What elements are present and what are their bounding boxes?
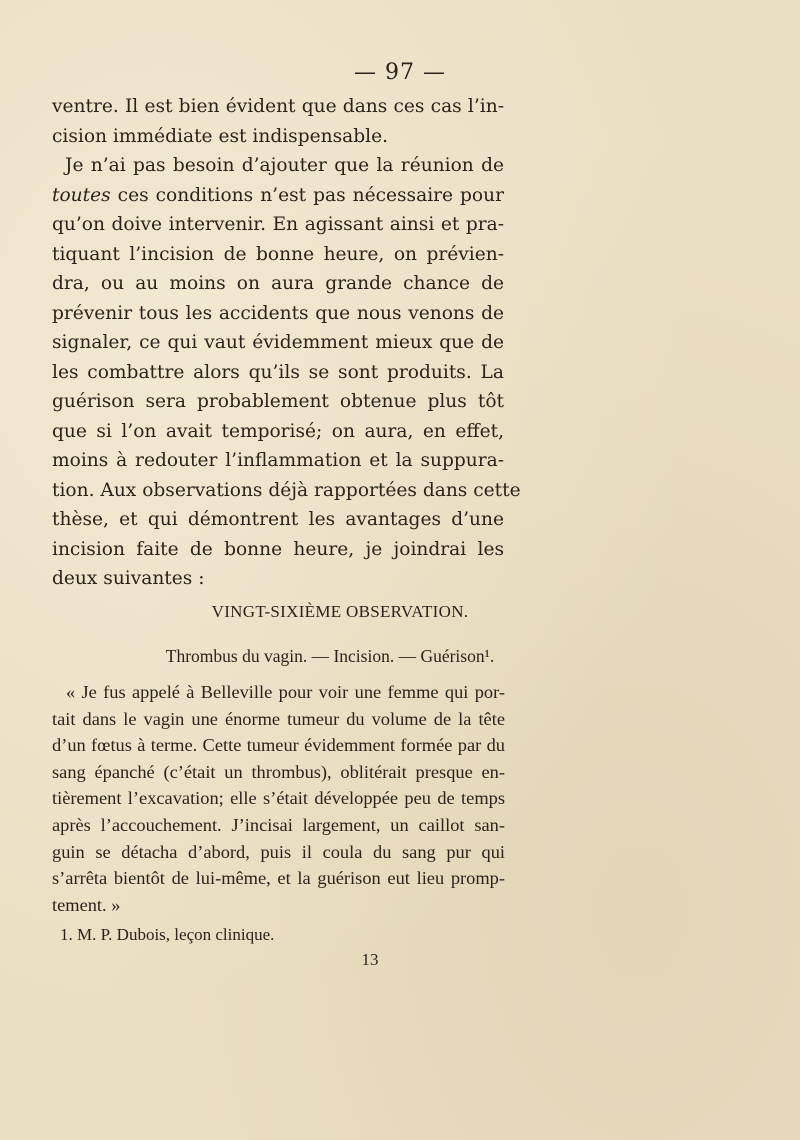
observation-title: VINGT-SIXIÈME OBSERVATION.: [211, 602, 469, 621]
quote-line: s’arrêta bientôt de lui-même, et la guérison eut lieu promp-: [52, 868, 505, 889]
observation-quote: [52, 679, 505, 918]
quote-line: guin se détacha d’abord, puis il coula du sang pur qui: [52, 841, 505, 862]
observation-subtitle: Thrombus du vagin. — Incision. — Guérison¹.: [165, 646, 495, 666]
footnote: 1. M. P. Dubois, leçon clinique.: [60, 925, 275, 944]
text-line: tion. Aux observations déjà rapportées dans cette: [52, 479, 521, 501]
signature-number: 13: [361, 950, 379, 969]
text-line: tiquant l’incision de bonne heure, on prévien-: [52, 243, 504, 265]
quote-line: d’un fœtus à terme. Cette tumeur évidemment formée par du: [52, 735, 505, 756]
text-line: les combattre alors qu’ils se sont produits. La: [52, 361, 504, 383]
text-line: deux suivantes :: [52, 568, 205, 589]
body-paragraphs: [52, 92, 521, 594]
text-line: Je n’ai pas besoin d’ajouter que la réunion de: [65, 155, 504, 176]
quote-line: tait dans le vagin une énorme tumeur du volume de la tête: [52, 708, 505, 729]
quote-line: tièrement l’excavation; elle s’était développée peu de temps: [52, 788, 505, 809]
text-line: dra, ou au moins on aura grande chance de: [52, 273, 504, 294]
text-line-with-italic: [52, 181, 504, 211]
quote-line: sang épanché (c’était un thrombus), oblitérait presque en-: [52, 761, 505, 782]
quote-line: après l’accouchement. J’incisai largement, un caillot san-: [52, 814, 505, 835]
text-line-rest: ces conditions n’est pas nécessaire pour: [110, 184, 504, 206]
text-line: que si l’on avait temporisé; on aura, en effet,: [52, 420, 504, 442]
text-line: incision faite de bonne heure, je joindrai les: [52, 538, 504, 560]
text-line: cision immédiate est indispensable.: [52, 125, 388, 147]
text-line: ventre. Il est bien évident que dans ces cas l’in-: [52, 96, 504, 117]
text-line: thèse, et qui démontrent les avantages d’une: [52, 509, 504, 530]
text-line: signaler, ce qui vaut évidemment mieux que de: [52, 332, 504, 353]
text-line: qu’on doive intervenir. En agissant ainsi et pra-: [52, 214, 504, 235]
page-number: — 97 —: [354, 60, 446, 85]
text-line: moins à redouter l’inflammation et la suppura-: [52, 450, 504, 471]
text-line: guérison sera probablement obtenue plus tôt: [52, 391, 504, 412]
quote-line: tement. »: [52, 894, 121, 915]
text-line: prévenir tous les accidents que nous venons de: [52, 302, 504, 324]
italic-word: toutes: [52, 184, 111, 206]
quote-line: « Je fus appelé à Belleville pour voir une femme qui por-: [66, 682, 505, 702]
